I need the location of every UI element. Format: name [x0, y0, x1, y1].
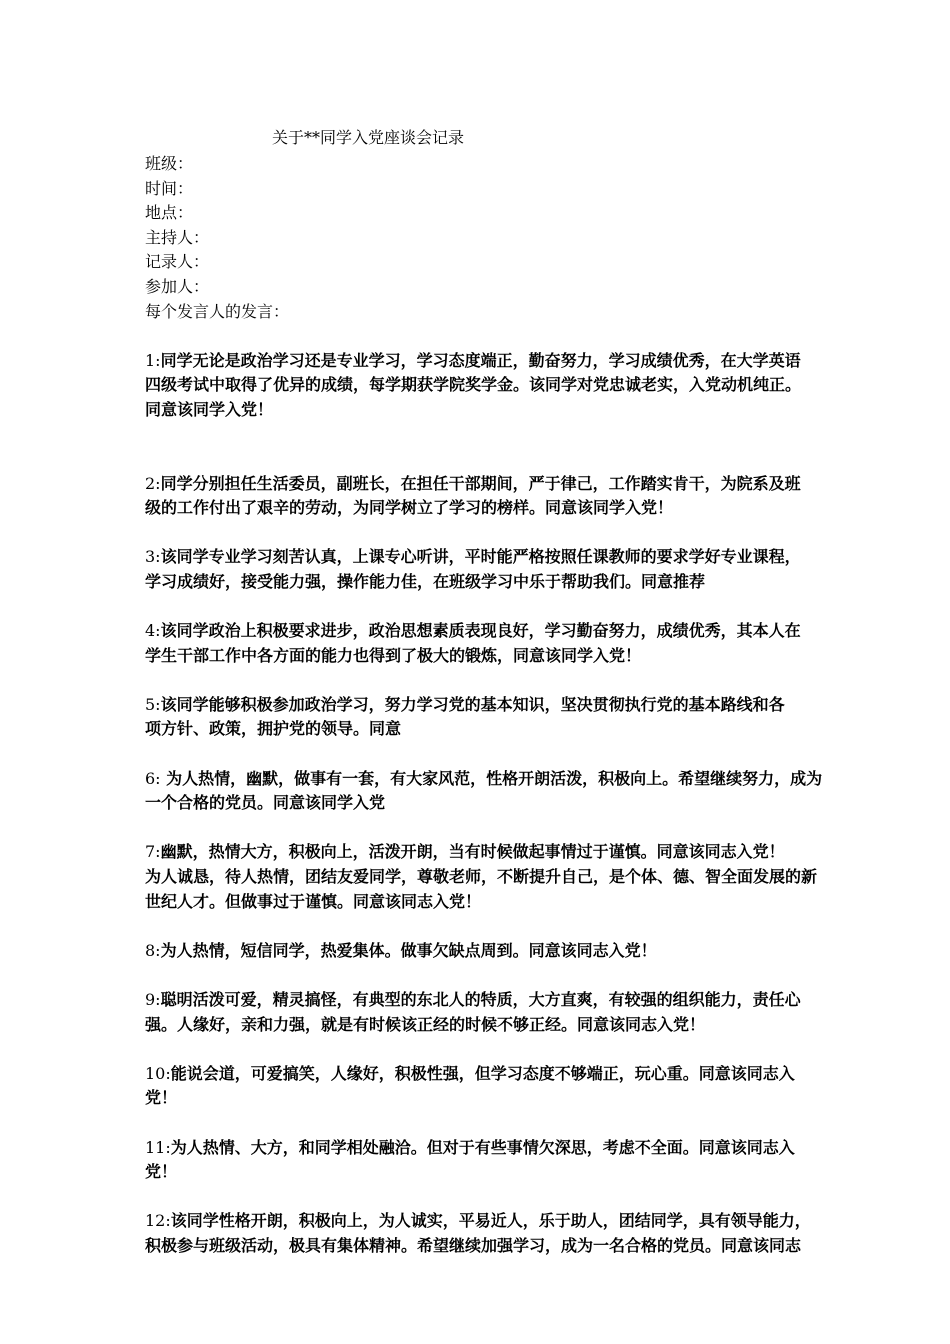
speech-line: 级的工作付出了艰辛的劳动，为同学树立了学习的榜样。同意该同学入党！	[145, 498, 674, 518]
speech-paragraph	[145, 767, 825, 816]
speech-line: 能说会道，可爱搞笑，人缘好，积极性强，但学习态度不够端正，玩心重。同意该同志入党！	[145, 1063, 795, 1108]
speech-line: 幽默，热情大方，积极向上，活泼开朗，当有时候做起事情过于谨慎。同意该同志入党！	[160, 842, 785, 862]
document-body	[145, 152, 825, 1283]
speech-paragraph	[145, 472, 825, 521]
speech-line: 强。人缘好，亲和力强，就是有时候该正经的时候不够正经。同意该同志入党！	[145, 1014, 706, 1034]
speech-line: 一个合格的党员。同意该同学入党	[145, 793, 386, 813]
speech-number: 7:	[145, 842, 161, 862]
speech-line: 该同学性格开朗，积极向上，为人诚实，平易近人，乐于助人，团结同学，具有领导能力，	[170, 1211, 811, 1231]
speech-line: 该同学能够积极参加政治学习，努力学习党的基本知识，坚决贯彻执行党的基本路线和各	[160, 694, 785, 714]
speech-line: 聪明活泼可爱，精灵搞怪，有典型的东北人的特质，大方直爽，有较强的组织能力，责任心	[160, 990, 801, 1009]
speeches-intro: 每个发言人的发言：	[145, 301, 290, 321]
field-host: 主持人：	[145, 227, 210, 247]
speech-line: 同学无论是政治学习还是专业学习，学习态度端正，勤奋努力，学习成绩优秀，在大学英语	[160, 350, 801, 370]
speech-paragraph	[145, 693, 825, 742]
speech-number: 11:	[145, 1137, 171, 1157]
speech-line: 该同学政治上积极要求进步，政治思想素质表现良好，学习勤奋努力，成绩优秀，其本人在	[160, 621, 801, 641]
speech-line: 为人热情，幽默，做事有一套，有大家风范，性格开朗活泼，积极向上。希望继续努力，成为	[160, 768, 823, 788]
speech-line: 四级考试中取得了优异的成绩，每学期获学院奖学金。该同学对党忠诚老实，入党动机纯正。	[145, 375, 802, 395]
page-title: 关于**同学入党座谈会记录	[272, 128, 465, 147]
speech-paragraph	[145, 545, 825, 594]
speech-paragraph	[145, 840, 825, 914]
speech-paragraph	[145, 939, 825, 964]
field-participants: 参加人：	[145, 276, 210, 296]
field-class: 班级：	[145, 154, 194, 173]
speech-paragraph	[145, 1209, 825, 1258]
speech-line: 为人诚恳，待人热情，团结友爱同学，尊敬老师，不断提升自己，是个体、德、智全面发展的新	[145, 867, 818, 887]
speech-line: 学生干部工作中各方面的能力也得到了极大的锻炼，同意该同学入党！	[145, 645, 642, 665]
speech-number: 12:	[145, 1211, 171, 1231]
speech-number: 6:	[145, 768, 161, 788]
speech-line: 世纪人才。但做事过于谨慎。同意该同志入党！	[145, 891, 482, 911]
speech-number: 3:	[145, 547, 161, 567]
speech-line: 为人热情、大方，和同学相处融洽。但对于有些事情欠深思，考虑不全面。同意该同志入党！	[145, 1137, 795, 1182]
speeches-list	[145, 349, 825, 1259]
speech-line: 学习成绩好，接受能力强，操作能力佳，在班级学习中乐于帮助我们。同意推荐	[145, 571, 706, 591]
speech-paragraph	[145, 619, 825, 668]
field-time: 时间：	[145, 178, 194, 198]
speech-line: 项方针、政策，拥护党的领导。同意	[145, 719, 402, 739]
speech-number: 8:	[145, 940, 161, 960]
speech-paragraph	[145, 1136, 825, 1185]
speech-line: 为人热情，短信同学，热爱集体。做事欠缺点周到。同意该同志入党！	[160, 940, 657, 960]
speech-paragraph	[145, 988, 825, 1037]
field-location: 地点：	[145, 203, 194, 223]
speech-number: 5:	[145, 694, 161, 714]
speech-number: 10:	[145, 1063, 171, 1083]
speech-number: 1:	[145, 350, 161, 370]
speech-number: 9:	[145, 990, 161, 1009]
speech-paragraph	[145, 349, 825, 423]
speech-number: 2:	[145, 473, 161, 493]
speech-line: 该同学专业学习刻苦认真，上课专心听讲，平时能严格按照任课教师的要求学好专业课程，	[160, 547, 801, 567]
speech-line: 同学分别担任生活委员，副班长，在担任干部期间，严于律己，工作踏实肯干，为院系及班	[160, 473, 801, 493]
speech-line: 同意该同学入党！	[145, 399, 274, 419]
speech-paragraph	[145, 1062, 825, 1111]
speech-line: 积极参与班级活动，极具有集体精神。希望继续加强学习，成为一名合格的党员。同意该同志	[145, 1235, 802, 1255]
field-recorder: 记录人：	[145, 252, 210, 272]
speech-number: 4:	[145, 621, 161, 641]
